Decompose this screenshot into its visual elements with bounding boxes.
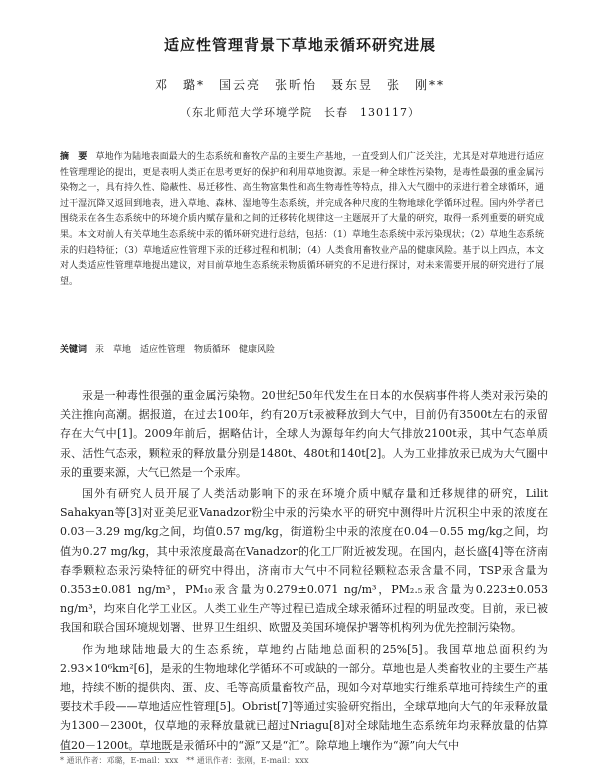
footnote: * 通讯作者：邓璐，E-mail：xxx ** 通讯作者：张刚，E-mail：xxx <box>60 756 309 765</box>
abstract-label: 摘 要 <box>60 152 88 162</box>
footnote-divider <box>60 752 170 753</box>
keywords-label: 关键词 <box>60 345 88 355</box>
keywords <box>60 343 544 357</box>
abstract <box>60 150 544 290</box>
paper-title: 适应性管理背景下草地汞循环研究进展 <box>163 36 436 54</box>
affiliation: （东北师范大学环境学院 长春 130117） <box>180 106 420 119</box>
abstract-text: 草地作为陆地表面最大的生态系统和畜牧产品的主要生产基地，一直受到人们广泛关注，尤其是对草地进行适应性管理理论的提出，更是表明人类正在思考更好的保护和利用草地资源。汞是一种全球性污染物，是毒性最强的重金属污染物之一，具有持久性、隐蔽性、易迁移性、高生物富集性和高生物毒性等特点，排入大气圈中的汞进行着全球循环，通过干湿沉降又返回到地表，进入草地、森林、湿地等生态系统，并完成各种尺度的生物地球化学循环过程。国内外学者已围绕汞在各生态系统中的环境介质内赋存量和之间的迁移转化规律这一主题展开了大量的研究，取得一系列重要的研究成果。本文对前人有关草地生态系统中汞的循环研究进行总结，包括：（1）草地生态系统中汞污染现状；（2）草地生态系统汞的归趋特征；（3）草地适应性管理下汞的迁移过程和机制；（4）人类食用畜牧业产品的健康风险。基于以上四点，本文对人类适应性管理草地提出建议，对目前草地生态系统汞物质循环研究的不足进行探讨，对未来需要开展的研究进行了展望。 <box>60 152 544 287</box>
author-list: 邓 璐* 国云亮 张昕怡 聂东昱 张 刚** <box>154 78 445 92</box>
body-paragraph-2: 国外有研究人员开展了人类活动影响下的汞在环境介质中赋存量和迁移规律的研究，Lilit Sahakyan等[3]对亚美尼亚Vanadzor粉尘中汞的污染水平的研究中测得叶片沉积尘中汞的浓度在0.03－3.29 mg/kg之间，均值0.57 mg/kg，街道粉尘中汞的浓度在0.04－0.55 mg/kg之间，均值为0.27 mg/kg，其中汞浓度最高在Vanadzor的化工厂附近被发现。在国内，赵长盛[4]等在济南春季颗粒态汞污染特征的研究中得出，济南市大气中不同粒径颗粒态汞含量不同，TSP汞含量为0.353±0.081 ng/m³，PM₁₀汞含量为0.279±0.071 ng/m³，PM₂.₅汞含量为0.223±0.053 ng/m³，均來自化学工业区。人类工业生产等过程已造成全球汞循环过程的明显改变。目前，汞已被我国和联合国环境规划署、世界卫生组织、欧盟及美国环境保护署等机构列为优先控制污染物。 <box>60 487 548 635</box>
keywords-terms: 汞 草地 适应性管理 物质循环 健康风险 <box>95 345 276 355</box>
body-paragraph-3: 作为地球陆地最大的生态系统，草地约占陆地总面积的25%[5]。我国草地总面积约为2.93×10⁶km²[6]，是汞的生物地球化学循环不可或缺的一部分。草地也是人类畜牧业的主要生产基地，持续不断的提供肉、蛋、皮、毛等高质量畜牧产品，现如今对草地实行维系草地可持续生产的重要技术手段——草地适应性管理[5]。Obrist[7]等通过实验研究指出，全球草地向大气的年汞释放量为1300－2300t，仅草地的汞释放量就已超过Nriagu[8]对全球陆地生态系统年均汞释放量的估算值20－1200t。草地既是汞循环中的“源”又是“汇”。除草地上壤作为“源”向大气中 <box>60 642 548 752</box>
body-paragraph-1: 汞是一种毒性很强的重金属污染物。20世纪50年代发生在日本的水俣病事件将人类对汞污染的关注推向高潮。据报道，在过去100年，约有20万t汞被释放到大气中，目前仍有3500t左右的汞留存在大气中[1]。2009年前后，据略估计，全球人为源每年约向大气排放2100t汞，其中气态单质汞、活性气态汞，颗粒汞的释放量分别是1480t、480t和140t[2]。人为工业排放汞已成为大气圈中汞的重要来源，大气已然是一个汞库。 <box>60 389 548 479</box>
body-text <box>60 386 548 757</box>
